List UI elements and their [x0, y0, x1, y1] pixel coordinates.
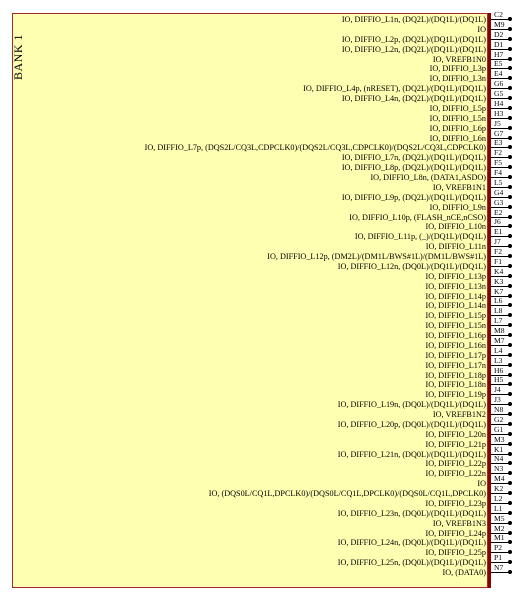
pin-terminal-dot	[508, 195, 512, 199]
pin-label: IO, DIFFIO_L2n, (DQ2L)/(DQ1L)/(DQ1L)	[341, 44, 486, 54]
pin-number: M5	[494, 513, 505, 523]
pin-number: M4	[494, 474, 505, 484]
pin-label: IO, DIFFIO_L18p	[425, 370, 486, 380]
pin-terminal-dot	[508, 501, 512, 505]
pin-number: N7	[494, 563, 504, 572]
pin-number: E3	[494, 138, 503, 148]
pin-terminal-dot	[508, 333, 512, 337]
pin-number: K3	[494, 276, 504, 286]
pin-label: IO	[477, 479, 486, 489]
pin-label: IO, DIFFIO_L6n	[429, 133, 486, 143]
pin-label: IO, DIFFIO_L4n, (DQ2L)/(DQ1L)/(DQ1L)	[341, 94, 486, 103]
pin-label: IO, DIFFIO_L5n	[429, 113, 486, 123]
pin-label: IO, DIFFIO_L20p, (DQ0L)/(DQ1L)/(DQ1L)	[337, 419, 486, 429]
pin-label: IO, DIFFIO_L17n	[425, 360, 486, 370]
pin-number: F2	[494, 148, 503, 158]
pin-terminal-dot	[508, 461, 512, 465]
pin-terminal-dot	[508, 136, 512, 140]
pin-number: L4	[494, 345, 503, 355]
pin-number: G1	[494, 424, 504, 434]
pin-number: L1	[494, 503, 503, 513]
pin-label: IO, DIFFIO_L1n, (DQ2L)/(DQ1L)/(DQ1L)	[341, 15, 486, 24]
pin-terminal-dot	[508, 560, 512, 564]
pin-label: IO, DIFFIO_L16p	[425, 331, 486, 340]
pin-label: IO, DIFFIO_L10n	[425, 222, 486, 232]
pin-label: IO, DIFFIO_L11n	[425, 242, 486, 252]
pin-number: F4	[494, 168, 503, 177]
pin-number: L8	[494, 306, 503, 316]
pin-terminal-dot	[508, 215, 512, 219]
pin-label: IO, DIFFIO_L14p	[425, 291, 486, 301]
pin-terminal-dot	[508, 126, 512, 130]
pin-label: IO, DIFFIO_L25n, (DQ0L)/(DQ1L)/(DQ1L)	[337, 558, 486, 568]
pin-terminal-dot	[508, 540, 512, 544]
pin-terminal-dot	[508, 284, 512, 288]
pin-terminal-dot	[508, 27, 512, 31]
pin-terminal-dot	[508, 165, 512, 169]
pin-label: IO, DIFFIO_L15p	[425, 311, 486, 321]
pin-number: P1	[494, 553, 503, 563]
pin-label: IO, DIFFIO_L18n	[425, 380, 486, 390]
pin-number: M3	[494, 434, 505, 444]
pin-label: IO, DIFFIO_L17p	[425, 350, 486, 360]
pin-label: IO	[477, 24, 486, 34]
pin-terminal-dot	[508, 313, 512, 317]
pin-label: IO, DIFFIO_L24n, (DQ0L)/(DQ1L)/(DQ1L)	[337, 538, 486, 548]
pin-terminal-dot	[508, 570, 512, 574]
pin-label: IO, DIFFIO_L11p, (_)/(DQ1L)/(DQ1L)	[354, 232, 486, 242]
pin-terminal-dot	[508, 106, 512, 110]
pin-terminal-dot	[508, 76, 512, 80]
pin-number: J6	[494, 217, 501, 227]
pin-number: L7	[494, 316, 503, 326]
pin-terminal-dot	[508, 234, 512, 238]
pin-number: J5	[494, 118, 501, 128]
pin-label: IO, DIFFIO_L15n	[425, 321, 486, 331]
pin-number: H7	[494, 49, 504, 59]
pin-number: G3	[494, 197, 504, 207]
pin-number: M9	[494, 19, 505, 29]
pin-label: IO, DIFFIO_L7p, (DQS2L/CQ3L,CDPCLK0)/(DQS2L/CQ3L,CDPCLK0)/(DQS2L/CQ3L,CDPCLK0)	[144, 143, 486, 153]
pin-terminal-dot	[508, 382, 512, 386]
pin-label: IO, DIFFIO_L19p	[425, 390, 486, 400]
pin-number: H6	[494, 365, 504, 375]
pin-terminal-dot	[508, 145, 512, 149]
pin-number: L5	[494, 177, 503, 187]
pin-row	[0, 484, 520, 499]
pin-terminal-dot	[508, 96, 512, 100]
pin-number: P2	[494, 543, 503, 553]
pin-terminal-dot	[508, 264, 512, 268]
pin-terminal-dot	[508, 491, 512, 495]
pin-terminal-dot	[508, 511, 512, 515]
pin-terminal-dot	[508, 343, 512, 347]
pin-number: M8	[494, 326, 505, 335]
pin-label: IO, VREFB1N2	[432, 410, 486, 419]
pin-terminal-dot	[508, 471, 512, 475]
pin-terminal-dot	[508, 392, 512, 396]
pin-terminal-dot	[508, 531, 512, 535]
pin-terminal-dot	[508, 254, 512, 258]
pin-label: IO, DIFFIO_L12n, (DQ0L)/(DQ1L)/(DQ1L)	[337, 261, 486, 271]
pin-number: K4	[494, 266, 504, 276]
pin-number: E5	[494, 59, 503, 69]
pin-label: IO, DIFFIO_L6p	[429, 123, 486, 133]
pin-number: M2	[494, 523, 505, 533]
pin-terminal-dot	[508, 116, 512, 120]
pin-label: IO, DIFFIO_L24p	[425, 528, 486, 538]
pin-label: IO, DIFFIO_L9n	[429, 202, 486, 212]
pin-label: IO, (DATA0)	[442, 568, 486, 577]
pin-number: G7	[494, 128, 504, 138]
pin-label: IO, VREFB1N3	[432, 518, 486, 528]
pin-number: H4	[494, 98, 504, 108]
pin-terminal-dot	[508, 442, 512, 446]
pin-terminal-dot	[508, 353, 512, 357]
pin-number: E1	[494, 227, 503, 237]
pin-number: F2	[494, 247, 503, 256]
pin-label: IO, DIFFIO_L22p	[425, 459, 486, 469]
pin-terminal-dot	[508, 452, 512, 456]
pin-label: IO, DIFFIO_L2p, (DQ2L)/(DQ1L)/(DQ1L)	[341, 34, 486, 44]
pin-terminal-dot	[508, 224, 512, 228]
pin-label: IO, DIFFIO_L23p	[425, 498, 486, 508]
pin-label: IO, DIFFIO_L8p, (DQ2L)/(DQ1L)/(DQ1L)	[341, 163, 486, 173]
pin-terminal-dot	[508, 363, 512, 367]
pin-terminal-dot	[508, 86, 512, 90]
pin-terminal-dot	[508, 66, 512, 70]
pin-number: G6	[494, 79, 504, 89]
pin-terminal-dot	[508, 481, 512, 485]
pin-terminal-dot	[508, 402, 512, 406]
pin-number: F1	[494, 256, 503, 266]
pin-terminal-dot	[508, 17, 512, 21]
pin-label: IO, DIFFIO_L20n	[425, 429, 486, 439]
pin-label: IO, DIFFIO_L4p, (nRESET), (DQ2L)/(DQ1L)/(DQ1L)	[303, 84, 486, 94]
pin-number: L2	[494, 493, 503, 503]
pin-label: IO, VREFB1N0	[432, 54, 486, 64]
pin-label: IO, VREFB1N1	[432, 182, 486, 192]
pin-terminal-dot	[508, 244, 512, 248]
pin-number: G2	[494, 414, 504, 424]
pin-label: IO, DIFFIO_L10p, (FLASH_nCE,nCSO)	[349, 212, 486, 222]
pin-row	[0, 29, 520, 45]
pin-number: F5	[494, 158, 503, 168]
bank-title: BANK 1	[11, 33, 25, 80]
pin-label: IO, DIFFIO_L13p	[425, 271, 486, 281]
pin-label: IO, DIFFIO_L21n, (DQ0L)/(DQ1L)/(DQ1L)	[337, 449, 486, 459]
pin-terminal-dot	[508, 37, 512, 41]
pin-label: IO, DIFFIO_L8n, (DATA1,ASDO)	[370, 173, 486, 182]
pin-terminal-dot	[508, 521, 512, 525]
pin-terminal-dot	[508, 57, 512, 61]
pin-label: IO, DIFFIO_L25p	[425, 548, 486, 558]
pin-label: IO, DIFFIO_L3p	[429, 64, 486, 74]
pin-number: N4	[494, 454, 504, 464]
pin-number: N3	[494, 464, 504, 474]
pin-terminal-dot	[508, 422, 512, 426]
pin-number: J7	[494, 237, 501, 247]
pin-terminal-dot	[508, 274, 512, 278]
pin-number: H3	[494, 108, 504, 118]
pin-terminal-dot	[508, 205, 512, 209]
pin-label: IO, DIFFIO_L23n, (DQ0L)/(DQ1L)/(DQ1L)	[337, 508, 486, 518]
pin-number: K7	[494, 286, 504, 296]
pin-label: IO, DIFFIO_L22n	[425, 469, 486, 479]
pin-label: IO, DIFFIO_L19n, (DQ0L)/(DQ1L)/(DQ1L)	[337, 400, 486, 410]
pin-label: IO, DIFFIO_L5p	[429, 103, 486, 113]
pin-terminal-dot	[508, 294, 512, 298]
pin-label: IO, DIFFIO_L7n, (DQ2L)/(DQ1L)/(DQ1L)	[341, 153, 486, 163]
pin-number: H5	[494, 375, 504, 385]
pin-label: IO, DIFFIO_L3n	[429, 74, 486, 84]
pin-number: K2	[494, 484, 504, 493]
pin-number: E2	[494, 207, 503, 217]
pin-label: IO, DIFFIO_L9p, (DQ2L)/(DQ1L)/(DQ1L)	[341, 192, 486, 202]
pin-terminal-dot	[508, 550, 512, 554]
pin-number: L6	[494, 296, 503, 306]
pin-number: E4	[494, 69, 503, 79]
pin-terminal-dot	[508, 47, 512, 51]
pin-number: M1	[494, 533, 505, 543]
pin-terminal-dot	[508, 303, 512, 307]
pin-label: IO, DIFFIO_L13n	[425, 281, 486, 291]
pin-row	[0, 10, 520, 25]
pin-terminal-dot	[508, 432, 512, 436]
pin-terminal-dot	[508, 323, 512, 327]
pin-number: C2	[494, 10, 503, 19]
pin-number: G5	[494, 89, 504, 98]
pin-terminal-dot	[508, 175, 512, 179]
pin-number: J3	[494, 395, 501, 405]
pin-number: D2	[494, 29, 504, 39]
pin-number: K1	[494, 444, 504, 454]
pin-terminal-dot	[508, 373, 512, 377]
pin-label: IO, (DQS0L/CQ1L,DPCLK0)/(DQS0L/CQ1L,DPCLK0)/(DQS0L/CQ1L,DPCLK0)	[208, 489, 486, 498]
pin-terminal-dot	[508, 412, 512, 416]
pin-number: N8	[494, 405, 504, 414]
pin-number: M7	[494, 335, 505, 345]
pin-number: L3	[494, 355, 503, 365]
pin-number: G4	[494, 187, 504, 197]
pin-label: IO, DIFFIO_L12p, (DM2L)/(DM1L/BWS#1L)/(DM1L/BWS#1L)	[267, 252, 486, 261]
pin-terminal-dot	[508, 185, 512, 189]
pin-label: IO, DIFFIO_L21p	[425, 439, 486, 449]
pin-label: IO, DIFFIO_L16n	[425, 340, 486, 350]
pin-number: D1	[494, 39, 504, 49]
pin-terminal-dot	[508, 155, 512, 159]
pin-number: J4	[494, 385, 501, 395]
pin-label: IO, DIFFIO_L14n	[425, 301, 486, 311]
